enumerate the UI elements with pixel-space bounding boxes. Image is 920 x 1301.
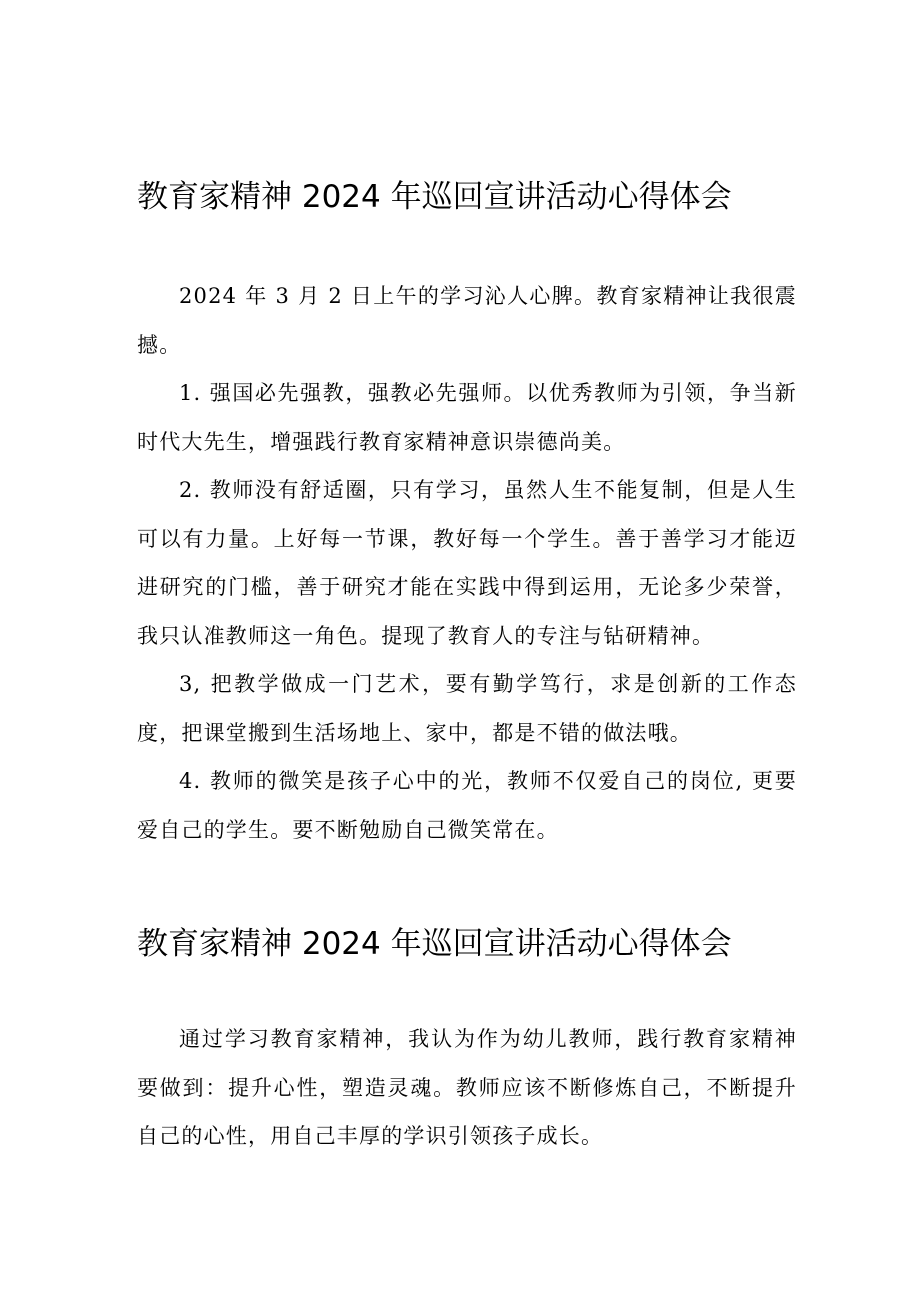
document-heading: 教育家精神 2024 年巡回宣讲活动心得体会 [137,179,732,215]
paragraph: 4. 教师的微笑是孩子心中的光，教师不仅爱自己的岗位, 更要爱自己的学生。要不断勉励自己微笑常在。 [137,769,797,842]
section-body [137,272,797,854]
section-body [137,1015,797,1161]
paragraph: 1. 强国必先强教，强教必先强师。以优秀教师为引领，争当新时代大先生，增强践行教育家精神意识崇德尚美。 [137,381,797,454]
paragraph: 2. 教师没有舒适圈，只有学习，虽然人生不能复制，但是人生可以有力量。上好每一节课，教好每一个学生。善于善学习才能迈进研究的门槛，善于研究才能在实践中得到运用，无论多少荣誉，我只认准教师这一角色。提现了教育人的专注与钻研精神。 [137,478,797,648]
paragraph: 3, 把教学做成一门艺术，要有勤学笃行，求是创新的工作态度，把课堂搬到生活场地上、家中，都是不错的做法哦。 [137,672,797,745]
document-heading: 教育家精神 2024 年巡回宣讲活动心得体会 [137,926,732,962]
paragraph: 通过学习教育家精神，我认为作为幼儿教师，践行教育家精神要做到：提升心性，塑造灵魂。教师应该不断修炼自己，不断提升自己的心性，用自己丰厚的学识引领孩子成长。 [137,1027,797,1148]
paragraph: 2024 年 3 月 2 日上午的学习沁人心脾。教育家精神让我很震撼。 [137,284,797,357]
